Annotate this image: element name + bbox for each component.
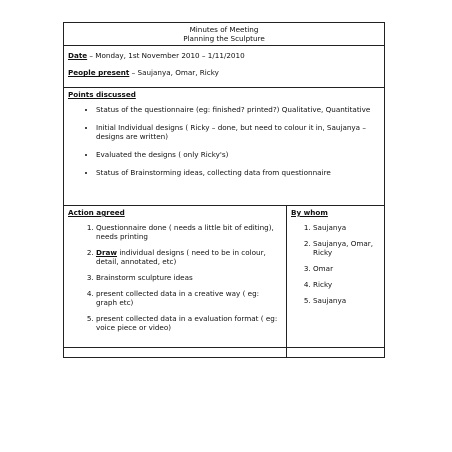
actions-heading: Action agreed [68,208,125,217]
bywhom-column [287,206,384,347]
draw-word: Draw [96,248,118,257]
people-line [68,68,380,77]
points-list [68,105,380,177]
list-item: 4. present collected data in a creative way ( eg: graph etc) [96,289,282,307]
list-item: 4. Ricky [313,280,380,289]
people-value: – Saujanya, Omar, Ricky [129,68,219,77]
action-text: individual designs ( need to be in colour, detail, annotated, etc) [96,248,266,266]
actions-column [64,206,287,347]
minutes-document [63,22,385,358]
empty-cell-left [64,348,287,357]
date-line [68,51,380,60]
points-block [64,88,384,206]
list-item: • Status of Brainstorming ideas, collecting data from questionnaire [96,168,380,177]
meta-block [64,46,384,88]
people-label: People present [68,68,130,77]
list-item: 3. Brainstorm sculpture ideas [96,273,282,282]
list-item: 5. present collected data in a evaluation format ( eg: voice piece or video) [96,314,282,332]
date-value: – Monday, 1st November 2010 – 1/11/2010 [87,51,245,60]
document-title: Minutes of Meeting [189,25,259,34]
list-item: 1. Questionnaire done ( needs a little bit of editing), needs printing [96,223,282,241]
bywhom-list [291,223,380,305]
list-item [96,248,282,266]
list-item: 5. Saujanya [313,296,380,305]
date-label: Date [68,51,88,60]
bywhom-heading: By whom [291,208,328,217]
list-item: 1. Saujanya [313,223,380,232]
title-block [64,23,384,46]
actions-block [64,206,384,348]
points-heading: Points discussed [68,90,136,99]
list-item: 2. Saujanya, Omar, Ricky [313,239,380,257]
document-subtitle: Planning the Sculpture [183,34,265,44]
list-item: • Evaluated the designs ( only Ricky's) [96,150,380,159]
list-item: • Initial Individual designs ( Ricky – done, but need to colour it in, Saujanya – designs are written) [96,123,380,141]
actions-list [68,223,282,332]
empty-row [64,348,384,357]
list-item: • Status of the questionnaire (eg: finished? printed?) Qualitative, Quantitative [96,105,380,114]
list-item: 3. Omar [313,264,380,273]
